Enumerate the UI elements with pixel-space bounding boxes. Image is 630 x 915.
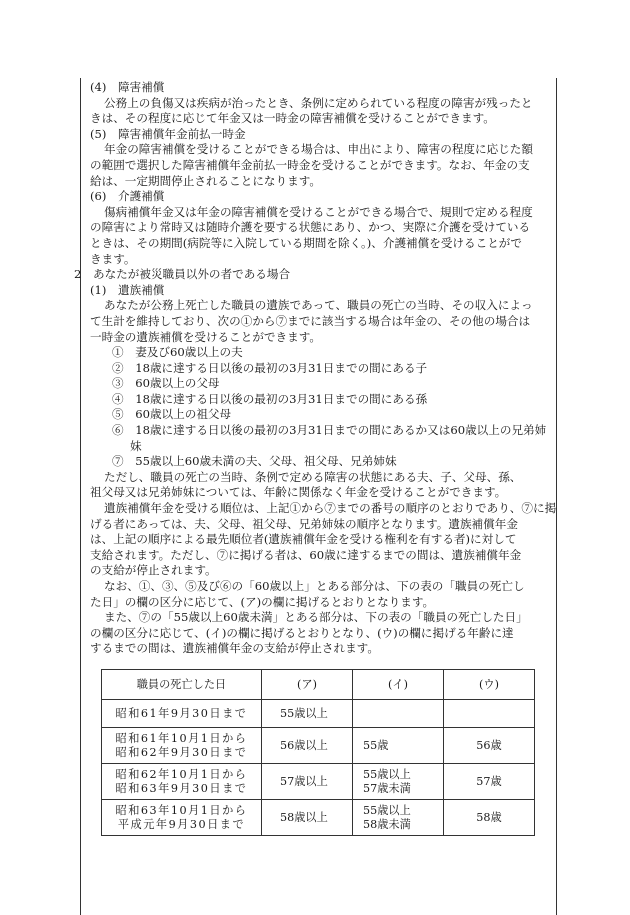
date-text: 昭和62年9月30日まで <box>115 745 248 759</box>
table-cell-a: 57歳以上 <box>262 764 353 800</box>
cell-text: 57歳未満 <box>363 781 411 795</box>
list-item: ⑥ 18歳に達する日以後の最初の3月31日までの間にあるか又は60歳以上の兄弟姉 <box>112 423 547 438</box>
paragraph-line: 年金の障害補償を受けることができる場合は、申出により、障害の程度に応じた額 <box>104 142 533 157</box>
table-cell-u: 58歳 <box>444 800 535 836</box>
section-heading-6: (6) 介護補償 <box>90 189 165 204</box>
table-cell-date <box>102 700 262 728</box>
date-text: 昭和61年10月1日から <box>115 731 248 745</box>
table-cell-date <box>102 728 262 764</box>
list-item: ① 妻及び60歳以上の夫 <box>112 345 243 360</box>
table-cell-a: 55歳以上 <box>262 700 353 728</box>
table-row <box>102 764 535 800</box>
list-item: ② 18歳に達する日以後の最初の3月31日までの間にある子 <box>112 360 428 375</box>
cell-text: 58歳未満 <box>363 817 411 831</box>
paragraph-line: なお、①、③、⑤及び⑥の「60歳以上」とある部分は、下の表の「職員の死亡し <box>104 579 525 593</box>
table-header-cell: 職員の死亡した日 <box>102 670 262 700</box>
list-item: ⑤ 60歳以上の祖父母 <box>112 407 232 422</box>
date-text: 昭和63年10月1日から <box>115 803 248 817</box>
list-item: ③ 60歳以上の父母 <box>112 376 220 391</box>
chapter-heading-2: 2 あなたが被災職員以外の者である場合 <box>74 267 291 282</box>
paragraph-line: 遺族補償年金を受ける順位は、上記①から⑦までの番号の順序のとおりであり、⑦に掲 <box>104 501 557 516</box>
table-cell-a: 58歳以上 <box>262 800 353 836</box>
cell-text: 55歳以上 <box>363 803 411 817</box>
date-text: 昭和62年10月1日から <box>115 767 248 781</box>
right-margin-rule <box>556 78 557 915</box>
paragraph-line: 給は、一定期間停止されることになります。 <box>90 173 321 188</box>
paragraph-line: げる者にあっては、夫、父母、祖父母、兄弟姉妹の順序となります。遺族補償年金 <box>90 516 518 531</box>
paragraph-line: は、上記の順序による最先順位者(遺族補償年金を受ける権利を有する者)に対して <box>90 532 517 547</box>
paragraph-line: するまでの間は、遺族補償年金の支給が停止されます。 <box>90 641 379 656</box>
left-margin-rule <box>80 78 81 915</box>
paragraph-line: ただし、職員の死亡の当時、条例で定める障害の状態にある夫、子、父母、孫、 <box>104 469 522 484</box>
table-header-cell: (ア) <box>262 670 353 700</box>
paragraph-line: 支給されます。ただし、⑦に掲げる者は、60歳に達するまでの間は、遺族補償年金 <box>90 547 522 562</box>
age-threshold-table <box>101 669 535 836</box>
section-heading-1: (1) 遺族補償 <box>90 282 165 297</box>
paragraph-line: 公務上の負傷又は疾病が治ったとき、条例に定められている程度の障害が残ったと <box>104 95 533 110</box>
table-header-row <box>102 670 535 700</box>
paragraph-line: きは、その程度に応じて年金又は一時金の障害補償を受けることができます。 <box>90 111 495 126</box>
table-cell-u <box>444 700 535 728</box>
table-cell-i <box>353 764 444 800</box>
list-item-continued: 妹 <box>130 438 142 453</box>
section-heading-5: (5) 障害補償年金前払一時金 <box>90 126 246 141</box>
paragraph-line: て生計を維持しており、次の①から⑦までに該当する場合は年金の、その他の場合は <box>90 313 531 328</box>
paragraph-line: の範囲で選択した障害補償年金前払一時金を受けることができます。なお、年金の支 <box>90 157 530 172</box>
section-heading-4: (4) 障害補償 <box>90 80 165 94</box>
table-header-cell: (ウ) <box>444 670 535 700</box>
date-text: 昭和61年9月30日まで <box>115 706 248 720</box>
paragraph-line: の障害により常時又は随時介護を要する状態にあり、かつ、実際に介護を受けている <box>90 220 531 235</box>
table-row <box>102 700 535 728</box>
paragraph-line: 祖父母又は兄弟姉妹については、年齢に関係なく年金を受けることができます。 <box>90 485 507 500</box>
table-cell-u: 56歳 <box>444 728 535 764</box>
table-row <box>102 728 535 764</box>
list-item: ④ 18歳に達する日以後の最初の3月31日までの間にある孫 <box>112 391 428 406</box>
cell-text: 55歳以上 <box>363 767 411 781</box>
table-cell-i: 55歳 <box>353 728 444 764</box>
paragraph-line: きます。 <box>90 251 136 266</box>
date-text: 平成元年9月30日まで <box>117 817 246 831</box>
table-row <box>102 800 535 836</box>
paragraph-line: ときは、その期間(病院等に入院している期間を除く。)、介護補償を受けることがで <box>90 235 522 250</box>
table-cell-i <box>353 800 444 836</box>
paragraph-line: た日」の欄の区分に応じて、(ア)の欄に掲げるとおりとなります。 <box>90 594 435 609</box>
list-item: ⑦ 55歳以上60歳未満の夫、父母、祖父母、兄弟姉妹 <box>112 454 397 469</box>
paragraph-line: 一時金の遺族補償を受けることができます。 <box>90 329 321 344</box>
table-cell-a: 56歳以上 <box>262 728 353 764</box>
table-cell-date <box>102 764 262 800</box>
table-cell-date <box>102 800 262 836</box>
table-cell-u: 57歳 <box>444 764 535 800</box>
paragraph-line: の欄の区分に応じて、(イ)の欄に掲げるとおりとなり、(ウ)の欄に掲げる年齢に達 <box>90 625 514 640</box>
paragraph-line: また、⑦の「55歳以上60歳未満」とある部分は、下の表の「職員の死亡した日」 <box>104 610 528 625</box>
document-body <box>74 80 557 657</box>
table-cell-i <box>353 700 444 728</box>
paragraph-line: 傷病補償年金又は年金の障害補償を受けることができる場合で、規則で定める程度 <box>104 204 533 219</box>
table-header-cell: (イ) <box>353 670 444 700</box>
paragraph-line: の支給が停止されます。 <box>90 563 217 578</box>
date-text: 昭和63年9月30日まで <box>115 781 248 795</box>
paragraph-line: あなたが公務上死亡した職員の遺族であって、職員の死亡の当時、その収入によっ <box>104 298 533 313</box>
